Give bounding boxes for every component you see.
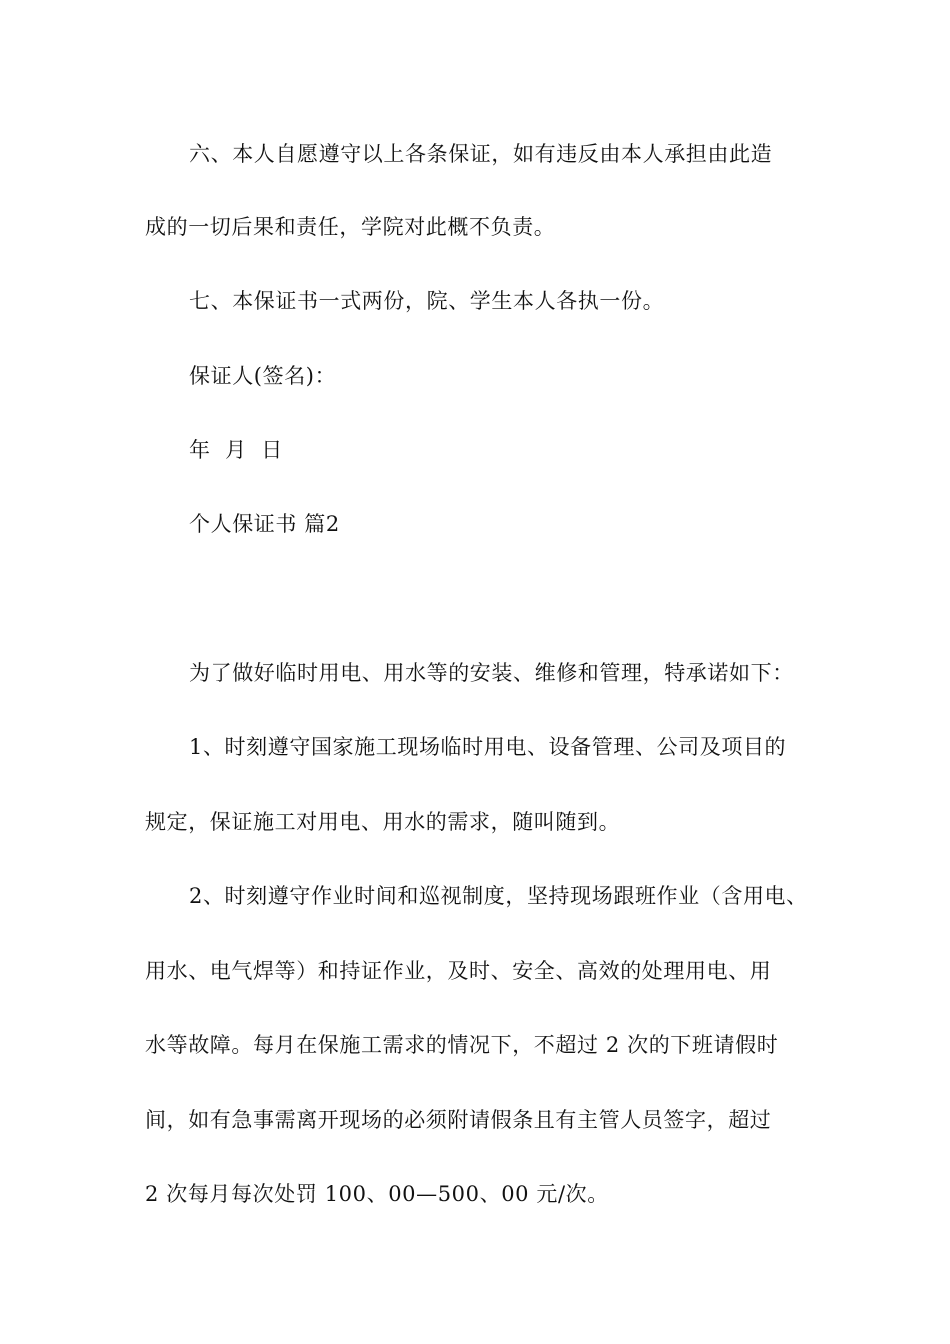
item-2-line-1: 2、时刻遵守作业时间和巡视制度，坚持现场跟班作业（含用电、 — [189, 884, 808, 908]
paragraph-six-line-2: 成的一切后果和责任，学院对此概不负责。 — [145, 215, 556, 239]
item-1-line-2: 规定，保证施工对用电、用水的需求，随叫随到。 — [145, 810, 621, 834]
guarantor-signature-label: 保证人(签名)： — [189, 364, 337, 388]
item-2-line-2: 用水、电气焊等）和持证作业，及时、安全、高效的处理用电、用 — [145, 959, 772, 983]
item-1-line-1: 1、时刻遵守国家施工现场临时用电、设备管理、公司及项目的 — [189, 735, 787, 759]
item-2-line-3: 水等故障。每月在保施工需求的情况下，不超过 2 次的下班请假时 — [145, 1033, 779, 1057]
paragraph-seven: 七、本保证书一式两份，院、学生本人各执一份。 — [189, 289, 665, 313]
paragraph-six-line-1: 六、本人自愿遵守以上各条保证，如有违反由本人承担由此造 — [189, 142, 773, 166]
intro-paragraph: 为了做好临时用电、用水等的安装、维修和管理，特承诺如下： — [189, 661, 794, 685]
item-2-line-5: 2 次每月每次处罚 100、00—500、00 元/次。 — [145, 1182, 609, 1206]
section-heading: 个人保证书 篇2 — [189, 512, 340, 536]
date-line: 年 月 日 — [189, 438, 283, 462]
item-2-line-4: 间，如有急事需离开现场的必须附请假条且有主管人员签字，超过 — [145, 1108, 772, 1132]
